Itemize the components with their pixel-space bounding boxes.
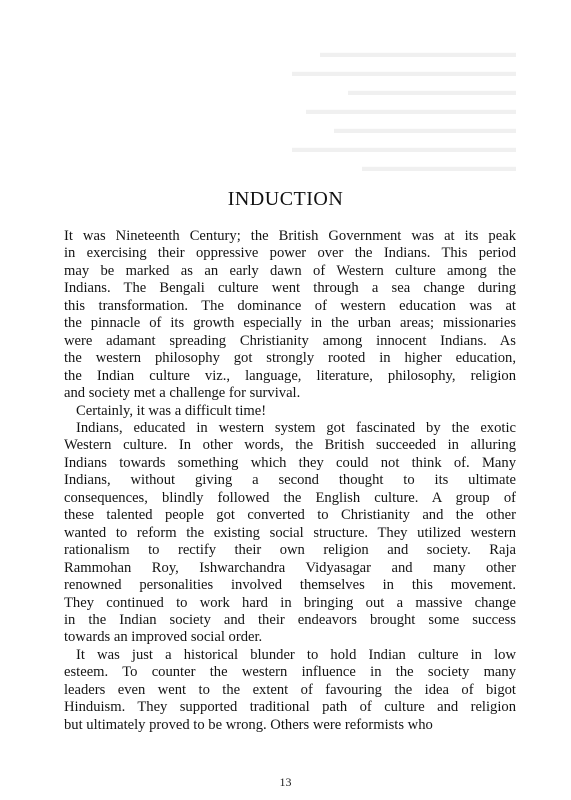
text-line: the Indian culture viz., language, literature, philosophy, religion [64, 367, 516, 384]
text-line: were adamant spreading Christianity among innocent Indians. As [64, 332, 516, 349]
text-line: the western philosophy got strongly rooted in higher education, [64, 350, 516, 367]
text-line: in exercising their oppressive power over the Indians. This period [64, 245, 516, 262]
text-line: but ultimately proved to be wrong. Others were reformists who [64, 716, 433, 733]
text-line: towards an improved social order. [64, 629, 263, 646]
text-line: may be marked as an early dawn of Western culture among the [64, 262, 516, 279]
text-line: consequences, blindly followed the English culture. A group of [64, 489, 516, 506]
text-line: Rammohan Roy, Ishwarchandra Vidyasagar and many other [64, 559, 516, 576]
text-line: Indians towards something which they could not think of. Many [64, 454, 516, 471]
page-number: 13 [279, 775, 292, 789]
text-line: They continued to work hard in bringing out a massive change [64, 594, 516, 611]
text-line: and society met a challenge for survival. [64, 385, 301, 402]
text-line: Indians, educated in western system got fascinated by the exotic [76, 419, 516, 436]
text-line: these talented people got converted to Christianity and the other [64, 507, 516, 524]
text-line: It was Nineteenth Century; the British Government was at its peak [64, 228, 516, 244]
text-line: the pinnacle of its growth especially in the urban areas; missionaries [64, 315, 516, 332]
body-text [64, 228, 516, 734]
text-line: esteem. To counter the western influence in the society many [64, 664, 516, 681]
reverse-page-show-through: ▬▬▬▬▬▬▬▬▬▬▬▬▬▬ ▬▬▬▬▬▬▬▬▬▬▬▬▬▬▬▬ ▬▬▬▬▬▬▬▬▬▬▬▬ ▬▬▬▬▬▬▬▬▬▬▬▬▬▬▬ ▬▬▬▬▬▬▬▬▬▬▬▬▬ ▬▬▬▬▬▬▬▬▬▬▬▬▬▬▬▬ ▬▬▬▬▬▬▬▬▬▬▬ [292, 46, 516, 175]
text-line: It was just a historical blunder to hold Indian culture in low [76, 646, 516, 663]
text-line: Indians. The Bengali culture went through a sea change during [64, 280, 516, 297]
text-line: rationalism to rectify their own religion and society. Raja [64, 542, 516, 559]
text-line: in the Indian society and their endeavors brought some success [64, 611, 516, 628]
chapter-title: INDUCTION [227, 188, 344, 210]
text-line: Hinduism. They supported traditional path of culture and religion [64, 699, 516, 716]
text-line: leaders even went to the extent of favouring the idea of bigot [64, 681, 516, 698]
text-line: this transformation. The dominance of western education was at [64, 297, 516, 314]
text-line: Western culture. In other words, the British succeeded in alluring [64, 437, 516, 454]
text-line: wanted to reform the existing social structure. They utilized western [64, 524, 516, 541]
text-line: Certainly, it was a difficult time! [76, 402, 267, 419]
text-line: Indians, without giving a second thought to its ultimate [64, 472, 516, 489]
text-line: renowned personalities involved themselves in this movement. [64, 577, 516, 594]
